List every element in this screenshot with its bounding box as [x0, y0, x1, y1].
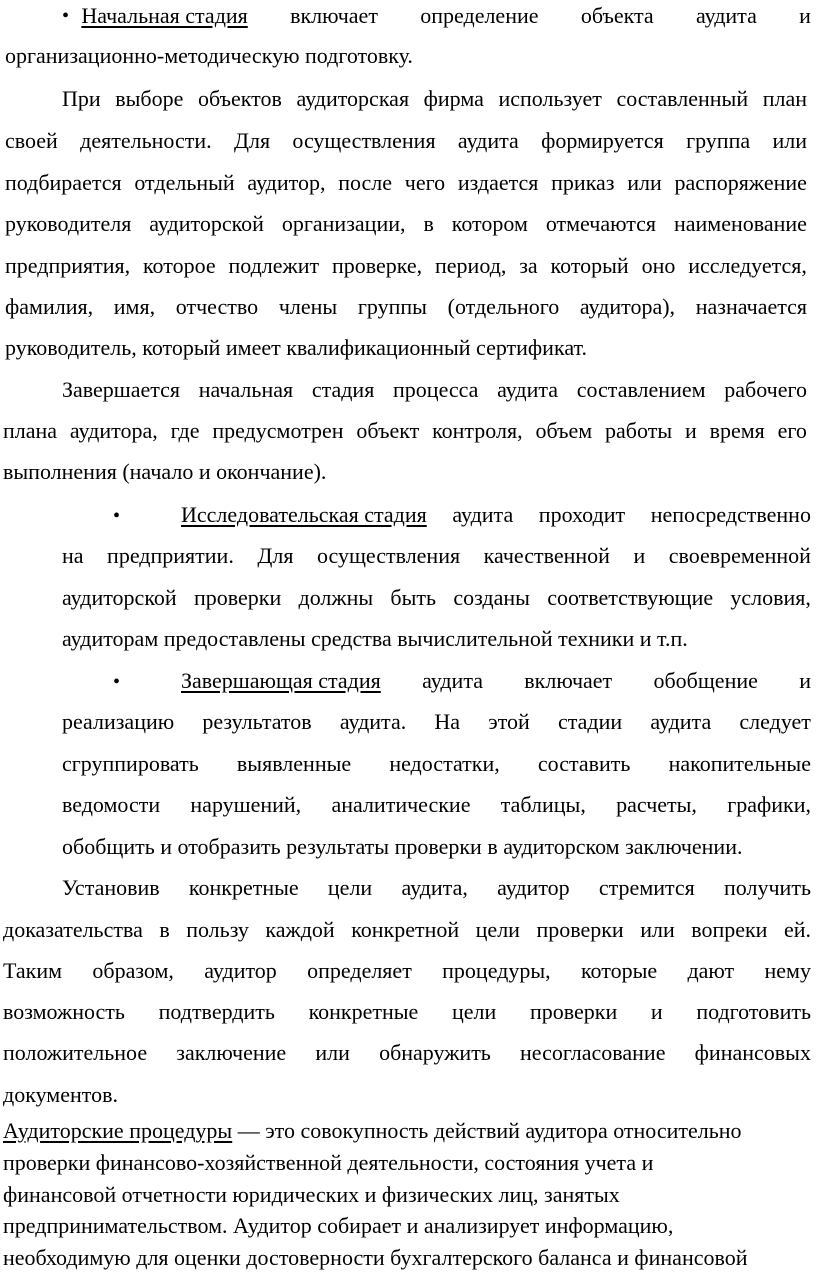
word: таблицы, [500, 792, 586, 817]
p2-line-2 [3, 418, 807, 444]
p3-line-2 [3, 917, 811, 943]
word: получить [724, 875, 811, 900]
p1-line-2 [5, 128, 807, 154]
word: работы [605, 418, 673, 443]
p1-line-3 [5, 170, 807, 196]
word: стадии [557, 709, 623, 734]
word: и [650, 999, 663, 1024]
word: созданы [453, 585, 530, 610]
word: фирма [423, 86, 484, 111]
word: аудитора, [69, 418, 158, 443]
p3-line-4 [3, 999, 811, 1025]
stage3-bullet [113, 668, 120, 695]
word: аудита [457, 128, 519, 153]
word: осуществления [292, 128, 436, 153]
word: выборе [115, 86, 184, 111]
word: или [772, 128, 807, 153]
word: за [519, 253, 538, 278]
word: контроля, [432, 418, 523, 443]
word: аудиторской [149, 211, 264, 236]
word: рабочего [724, 377, 807, 402]
p4-line-1-text: — это совокупность действий аудитора относительно [232, 1118, 742, 1143]
word: несогласование [520, 1040, 666, 1065]
word: (отдельного [447, 294, 560, 319]
bullet-icon: • [113, 671, 121, 693]
word: и [633, 543, 646, 568]
word: объекта [580, 3, 654, 28]
word: соответствующие [547, 585, 714, 610]
word: аудиторская [296, 86, 410, 111]
word: которые [580, 958, 658, 983]
word: цели [475, 917, 520, 942]
p1-line-4 [5, 211, 807, 237]
word: На [434, 709, 461, 734]
word: период, [435, 253, 507, 278]
p4-line-3: финансовой отчетности юридических и физических лиц, занятых [3, 1182, 620, 1207]
word: план [762, 86, 807, 111]
word: аудита [695, 3, 757, 28]
word: цели [327, 875, 373, 900]
word: отчество [175, 294, 259, 319]
word: накопительные [668, 751, 811, 776]
word: имя, [113, 294, 156, 319]
word: ей. [783, 917, 811, 942]
word: предусмотрен [212, 418, 344, 443]
word: руководителя [5, 211, 132, 236]
word: или [315, 1040, 350, 1065]
word: на [62, 543, 84, 568]
word: проверки [193, 585, 282, 610]
word: наименование [673, 211, 807, 236]
word: положительное [3, 1040, 148, 1065]
word: члены [278, 294, 338, 319]
word: группы [357, 294, 427, 319]
word: объектов [198, 86, 282, 111]
word: должны [298, 585, 374, 610]
p4-line-4: предпринимательством. Аудитор собирает и анализирует информацию, [3, 1213, 674, 1238]
word: начальная [198, 377, 294, 402]
word: проверки [536, 917, 624, 942]
word: заключение [176, 1040, 287, 1065]
word: составлением [576, 377, 706, 402]
word: выявленные [236, 751, 352, 776]
word: который [550, 253, 629, 278]
word: подлежит [228, 253, 320, 278]
p3-line-1 [62, 875, 811, 901]
stage2-term: Исследовательская стадия [181, 502, 427, 527]
p4-line-5: необходимую для оценки достоверности бухгалтерского баланса и финансовой [3, 1245, 748, 1270]
word: Завершается [62, 377, 181, 402]
word: которое [142, 253, 216, 278]
word: цели [451, 999, 497, 1024]
word: аудитор, [247, 170, 326, 195]
word: аудита [452, 502, 514, 527]
p1-line-1 [62, 86, 807, 112]
stage1-term: Начальная стадия [81, 3, 248, 28]
word: процесса [393, 377, 479, 402]
p2-line-1 [62, 377, 807, 403]
word: или [627, 170, 662, 195]
word: нарушений, [190, 792, 302, 817]
word: финансовых [694, 1040, 811, 1065]
word: нему [764, 958, 811, 983]
word: объем [535, 418, 593, 443]
word: аудита [650, 709, 712, 734]
word: назначается [695, 294, 807, 319]
word: Установив [62, 875, 160, 900]
word: При [62, 86, 101, 111]
word: возможность [3, 999, 125, 1024]
word: отдельный [134, 170, 235, 195]
word: Таким [3, 958, 63, 983]
word: подбирается [5, 170, 122, 195]
p3-line-5 [3, 1040, 811, 1066]
word: своей [5, 128, 58, 153]
word: после [338, 170, 393, 195]
word: проверке, [331, 253, 423, 278]
word: отмечаются [545, 211, 657, 236]
word: котором [451, 211, 528, 236]
word: фамилия, [5, 294, 94, 319]
word: организации, [281, 211, 406, 236]
word: реализацию [62, 709, 175, 734]
p4-line-1 [3, 1118, 742, 1144]
word: и [799, 3, 811, 28]
word: включает [524, 668, 613, 693]
word: аудитор [204, 958, 277, 983]
word: аудита, [401, 875, 468, 900]
word: следует [739, 709, 811, 734]
word: этой [488, 709, 530, 734]
stage2-line-1 [181, 502, 811, 528]
word: исследуется, [688, 253, 807, 278]
word: недостатки, [389, 751, 500, 776]
word: составить [537, 751, 631, 776]
word: обнаружить [379, 1040, 491, 1065]
word: пользу [186, 917, 249, 942]
word: чего [404, 170, 446, 195]
word: распоряжение [674, 170, 807, 195]
word: дают [687, 958, 735, 983]
word: издается [457, 170, 539, 195]
word: быть [390, 585, 437, 610]
word: своевременной [668, 543, 811, 568]
word: аудитора), [579, 294, 676, 319]
word: его [777, 418, 807, 443]
word: конкретные [308, 999, 419, 1024]
stage2-line-4: аудиторам предоставлены средства вычислительной техники и т.п. [62, 626, 688, 651]
word: аудиторской [62, 585, 177, 610]
word: каждой [265, 917, 335, 942]
word: подтвердить [158, 999, 275, 1024]
bullet-icon: • [62, 5, 70, 27]
word: где [170, 418, 200, 443]
p4-line-2: проверки финансово-хозяйственной деятельности, состояния учета и [3, 1150, 654, 1175]
p3-line-3 [3, 958, 811, 984]
word: объект [356, 418, 420, 443]
word: определение [420, 3, 539, 28]
word: проверки [529, 999, 618, 1024]
stage1-line-2: организационно-методическую подготовку. [5, 43, 413, 68]
word: стадия [311, 377, 375, 402]
word: Для [233, 128, 271, 153]
word: использует [498, 86, 602, 111]
word: аудитор [497, 875, 570, 900]
word: плана [3, 418, 58, 443]
p3-line-6: документов. [3, 1082, 118, 1107]
word: ведомости [62, 792, 161, 817]
stage3-line-2 [62, 709, 811, 735]
word: включает [290, 3, 378, 28]
word: образом, [92, 958, 174, 983]
word: вопреки [691, 917, 768, 942]
p1-line-5 [5, 253, 807, 279]
word: предприятия, [5, 253, 131, 278]
stage3-term: Завершающая стадия [181, 668, 381, 693]
word: и [684, 418, 697, 443]
word: конкретной [351, 917, 460, 942]
stage3-line-1 [181, 668, 811, 694]
word: качественной [483, 543, 610, 568]
word: формируется [541, 128, 664, 153]
word: осуществления [316, 543, 461, 568]
word: составленный [616, 86, 749, 111]
word: стремится [598, 875, 695, 900]
word: проходит [538, 502, 626, 527]
word: конкретные [188, 875, 299, 900]
word: оно [641, 253, 676, 278]
stage1-line-1 [62, 3, 811, 29]
word: определяет [307, 958, 412, 983]
stage3-line-5: обобщить и отобразить результаты проверки в аудиторском заключении. [62, 834, 743, 859]
word: аналитические [331, 792, 471, 817]
word: в [423, 211, 434, 236]
stage3-line-4 [62, 792, 811, 818]
word: процедуры, [442, 958, 551, 983]
word: подготовить [696, 999, 811, 1024]
word: приказ [551, 170, 615, 195]
stage2-line-3 [62, 585, 811, 611]
word: обобщение [653, 668, 758, 693]
p2-line-3: выполнения (начало и окончание). [3, 459, 327, 484]
bullet-icon: • [113, 505, 121, 527]
word: предприятии. [107, 543, 234, 568]
word: сгруппировать [62, 751, 199, 776]
p1-line-6 [5, 294, 807, 320]
word: аудита [497, 377, 559, 402]
word: Для [257, 543, 294, 568]
word: деятельности. [80, 128, 212, 153]
word: и [799, 668, 811, 693]
stage2-bullet [113, 502, 120, 529]
word: в [159, 917, 170, 942]
word: доказательства [3, 917, 143, 942]
word: расчеты, [616, 792, 697, 817]
stage3-line-3 [62, 751, 811, 777]
word: группа [686, 128, 751, 153]
stage2-line-2 [62, 543, 811, 569]
word: время [709, 418, 765, 443]
word: аудита. [339, 709, 407, 734]
word: условия, [730, 585, 811, 610]
p1-line-7: руководитель, который имеет квалификационный сертификат. [5, 335, 587, 360]
word: или [640, 917, 675, 942]
word: непосредственно [650, 502, 811, 527]
p4-term: Аудиторские процедуры [3, 1118, 233, 1143]
word: результатов [202, 709, 312, 734]
word: аудита [422, 668, 483, 693]
word: графики, [727, 792, 811, 817]
